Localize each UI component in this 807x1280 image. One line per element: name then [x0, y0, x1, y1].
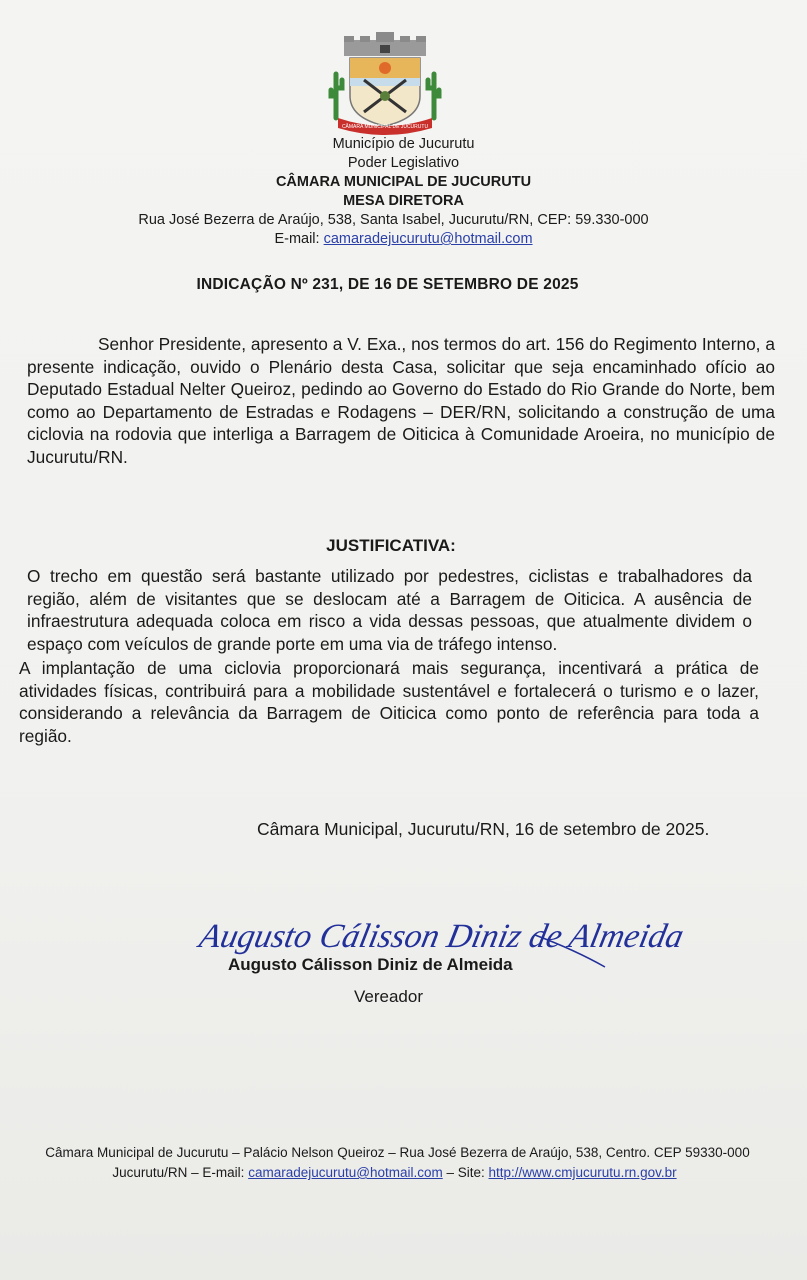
email-label: E-mail: [274, 231, 324, 247]
document-title: INDICAÇÃO Nº 231, DE 16 DE SETEMBRO DE 2025 [196, 276, 579, 293]
municipality-line: Município de Jucurutu [332, 136, 475, 152]
footer-contact [0, 1163, 807, 1183]
svg-text:CÂMARA MUNICIPAL DE JUCURUTU: CÂMARA MUNICIPAL DE JUCURUTU [341, 124, 429, 130]
address-line: Rua José Bezerra de Araújo, 538, Santa Isabel, Jucurutu/RN, CEP: 59.330-000 [138, 212, 649, 228]
footer-email-link[interactable]: camaradejucurutu@hotmail.com [248, 1165, 443, 1180]
svg-text:Augusto Cálisson Diniz de Alme: Augusto Cálisson Diniz de Almeida [196, 917, 688, 955]
page-footer [0, 1143, 807, 1183]
signatory-role: Vereador [354, 987, 423, 1006]
justification-heading: JUSTIFICATIVA: [326, 536, 456, 555]
municipal-crest-logo [330, 30, 440, 134]
email-link[interactable]: camaradejucurutu@hotmail.com [323, 231, 533, 247]
chamber-line: CÂMARA MUNICIPAL DE JUCURUTU [275, 174, 532, 190]
justification-paragraph-2: A implantação de uma ciclovia proporcionará mais segurança, incentivará a prática de atividades físicas, contribuirá para a mobilidade sustentável e fortalecerá o turismo e o lazer, considerando a relevância da Barragem de Oiticica como ponto de referência para toda a região. [19, 658, 759, 746]
footer-email-label: Jucurutu/RN – E-mail: [112, 1165, 249, 1180]
power-line: Poder Legislativo [347, 155, 460, 171]
footer-site-link[interactable]: http://www.cmjucurutu.rn.gov.br [488, 1165, 677, 1180]
justification-paragraph-1: O trecho em questão será bastante utilizado por pedestres, ciclistas e trabalhadores da região, além de visitantes que se deslocam até a Barragem de Oiticica. A ausência de infraestrutura adequada coloca em risco a vida dessas pessoas, que atualmente dividem o espaço com veículos de grande porte em uma via de tráfego intenso. [27, 566, 752, 654]
email-line [0, 230, 807, 249]
signatory-name: Augusto Cálisson Diniz de Almeida [228, 955, 513, 974]
place-date: Câmara Municipal, Jucurutu/RN, 16 de setembro de 2025. [257, 819, 710, 839]
footer-site-label: – Site: [442, 1165, 489, 1180]
letterhead [0, 135, 807, 249]
board-line: MESA DIRETORA [343, 193, 464, 209]
body-paragraph: Senhor Presidente, apresento a V. Exa., nos termos do art. 156 do Regimento Interno, a presente indicação, ouvido o Plenário desta Casa, solicitar que seja encaminhado ofício ao Deputado Estadual Nelter Queiroz, pedindo ao Governo do Estado do Rio Grande do Norte, bem como ao Departamento de Estradas e Rodagens – DER/RN, solicitando a construção de uma ciclovia na rodovia que interliga a Barragem de Oiticica à Comunidade Aroeira, no município de Jucurutu/RN. [27, 334, 775, 467]
footer-address: Câmara Municipal de Jucurutu – Palácio Nelson Queiroz – Rua José Bezerra de Araújo, 538, Centro. CEP 59330-000 [45, 1145, 750, 1160]
